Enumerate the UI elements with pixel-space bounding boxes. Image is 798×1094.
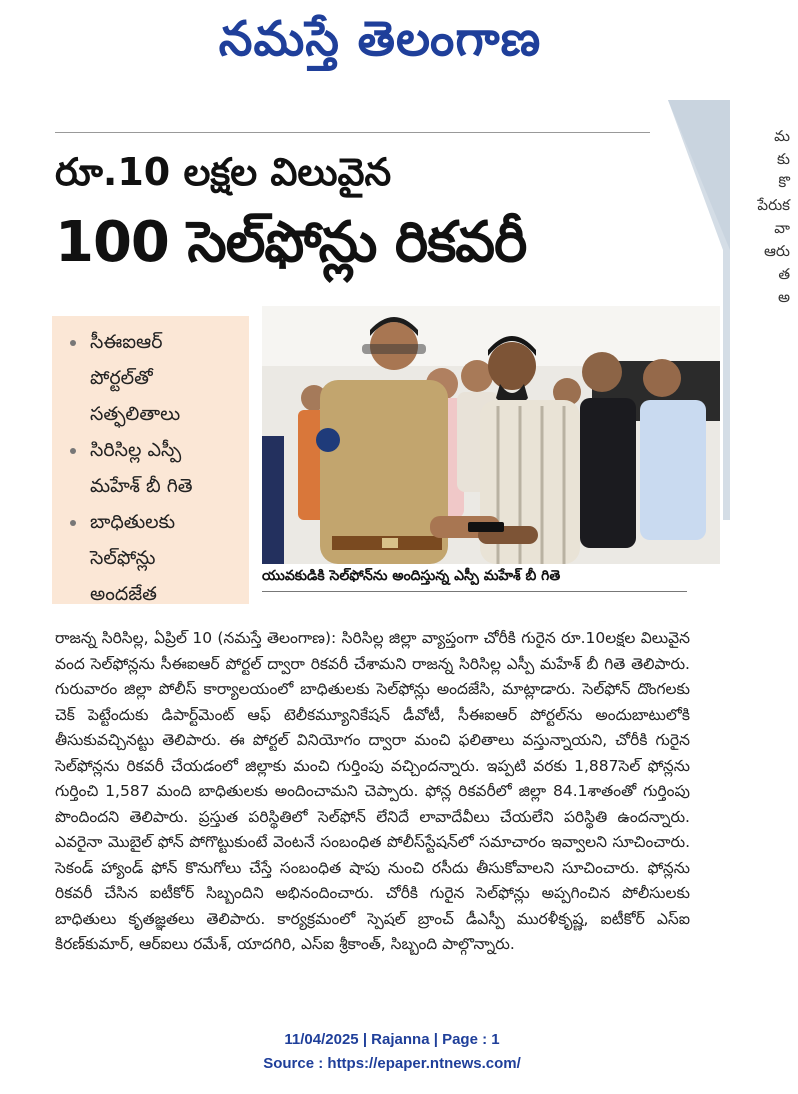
headline-main: 100 సెల్‌ఫోన్లు రికవరీ <box>55 210 527 275</box>
bullet-icon <box>70 520 76 526</box>
header-divider <box>55 132 650 133</box>
adjacent-article-text: మ కు కొ పేరుక వా ఆరు త అ <box>757 127 790 306</box>
page-info: 11/04/2025 | Rajanna | Page : 1 <box>284 1031 500 1048</box>
headline-kicker: రూ.10 లక్షల విలువైన <box>55 150 392 194</box>
highlight-item: సీఈఐఆర్ పోర్టల్‌తో సత్ఫలితాలు <box>70 324 180 432</box>
bullet-icon <box>70 340 76 346</box>
source-link[interactable]: Source : https://epaper.ntnews.com/ <box>263 1055 521 1072</box>
highlight-item: సిరిసిల్ల ఎస్పీ మహేశ్ బీ గితె <box>70 432 193 504</box>
bullet-icon <box>70 448 76 454</box>
photo-illustration <box>262 306 720 564</box>
article-body: రాజన్న సిరిసిల్ల, ఏప్రిల్ 10 (నమస్తే తెలంగాణ): సిరిసిల్ల జిల్లా వ్యాప్తంగా చోరీకి గురైన రూ.10లక్షల విలువైన వంద సెల్‌ఫోన్లను సీఈఐఆర్ పోర్టల్ ద్వారా రికవరీ చేశామని రాజన్న సిరిసిల్ల ఎస్పీ మహేశ్ బీ గితె తెలిపారు. గురువారం జిల్లా పోలీస్ కార్యాలయంలో బాధితులకు సెల్‌ఫోన్లు అందజేసి, మాట్లాడారు. సెల్‌ఫోన్ దొంగలకు చెక్ పెట్టేందుకు డిపార్ట్‌మెంట్ ఆఫ్ టెలీకమ్యూనికేషన్ డీవోటీ, సీఈఐఆర్ పోర్టల్‌ను అందుబాటులోకి తీసుకువచ్చినట్టు తెలిపారు. ఈ పోర్టల్ వినియోగం ద్వారా మంచి ఫలితాలు వస్తున్నాయని, చోరీకి గురైన సెల్‌ఫోన్లను రికవరీ చేయడంలో జిల్లాకు మంచి గుర్తింపు వచ్చిందన్నారు. ఇప్పటి వరకు 1,887సెల్ ఫోన్లను గుర్తించి 1,587 మంది బాధితులకు అందించామని చెప్పారు. ఫోన్ల రికవరీలో జిల్లా 84.1శాతంతో గుర్తింపు పొందిందని తెలిపారు. ప్రస్తుత పరిస్థితిలో సెల్‌ఫోన్ లేనిదే లావాదేవీలు చేయలేని పరిస్థితి ఉందన్నారు. ఎవరైనా మొబైల్ ఫోన్ పోగొట్టుకుంటే వెంటనే సంబంధిత పోలీస్‌స్టేషన్‌లో సమాచారం ఇవ్వాలని సూచించారు. సెకండ్ హ్యాండ్ ఫోన్ కొనుగోలు చేస్తే సంబంధిత షాపు నుంచి రసీదు తీసుకోవాలని సూచించారు. ఫోన్లను రికవరీ చేసిన ఐటీకోర్ సిబ్బందిని అభినందించారు. చోరీకి గురైన సెల్‌ఫోన్లు అప్పగించిన పోలీసులకు బాధితులు కృతజ్ఞతలు తెలిపారు. కార్యక్రమంలో స్పెషల్ బ్రాంచ్ డీఎస్పీ మురళీకృష్ణ, ఐటీకోర్ ఎస్ఐ కిరణ్‌కుమార్, ఆర్ఐలు రమేశ్, యాదగిరి, ఎస్ఐ శ్రీకాంత్, సిబ్బంది పాల్గొన్నారు. <box>55 629 690 953</box>
photo-caption: యువకుడికి సెల్‌ఫోన్‌ను అందిస్తున్న ఎస్పీ మహేశ్ బీ గితె <box>262 568 687 592</box>
highlight-item: బాధితులకు సెల్‌ఫోన్లు అందజేత <box>70 504 175 612</box>
news-photo <box>262 306 720 564</box>
masthead-title: నమస్తే తెలంగాణ <box>218 11 542 67</box>
newspaper-masthead <box>150 4 610 74</box>
